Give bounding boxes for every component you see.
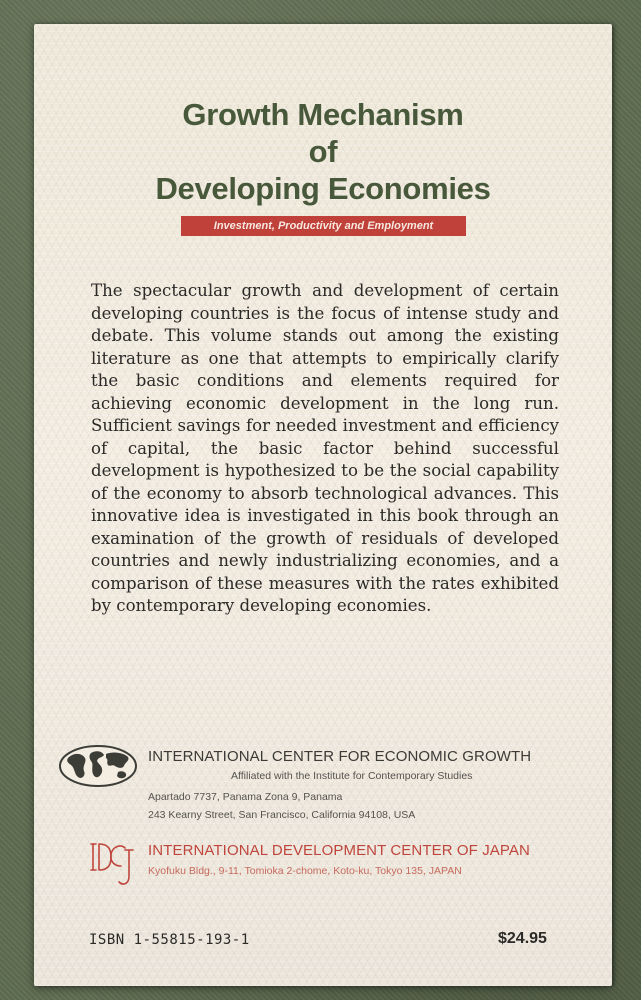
publisher-name-idcj: INTERNATIONAL DEVELOPMENT CENTER OF JAPAN: [148, 842, 530, 859]
title-line-1: Growth Mechanism: [182, 97, 464, 132]
price-tag: $24.95: [498, 930, 547, 947]
publisher-name-icegrowth: INTERNATIONAL CENTER FOR ECONOMIC GROWTH: [148, 748, 532, 765]
publisher-address-sanfrancisco: 243 Kearny Street, San Francisco, California 94108, USA: [148, 809, 416, 821]
isbn-number: ISBN 1-55815-193-1: [89, 932, 250, 948]
title-line-3: Developing Economies: [155, 171, 491, 206]
idcj-monogram-icon: [89, 836, 135, 890]
globe-map-icon: [58, 744, 138, 788]
book-description: The spectacular growth and development of certain developing countries is the focus of intense study and debate. This volume stands out among the existing literature as one that attempts to empirically clarify the basic conditions and elements required for achieving economic development in the long run. Sufficient savings for needed investment and efficiency of capital, the basic factor behind successful development is hypothesized to be the social capability of the economy to absorb technological advances. This innovative idea is investigated in this book through an examination of the growth of residuals of developed countries and newly industrializing economies, and a comparison of these measures with the rates exhibited by contemporary developing economies.: [91, 281, 559, 615]
publisher-address-tokyo: Kyofuku Bldg., 9-11, Tomioka 2-chome, Koto-ku, Tokyo 135, JAPAN: [148, 865, 462, 877]
subtitle-banner: Investment, Productivity and Employment: [181, 216, 466, 236]
book-back-cover: [34, 24, 612, 986]
publisher-affiliation: Affiliated with the Institute for Contemporary Studies: [231, 770, 473, 782]
publisher-address-panama: Apartado 7737, Panama Zona 9, Panama: [148, 791, 343, 803]
title-line-2: of: [308, 134, 338, 169]
book-title: [34, 96, 612, 207]
